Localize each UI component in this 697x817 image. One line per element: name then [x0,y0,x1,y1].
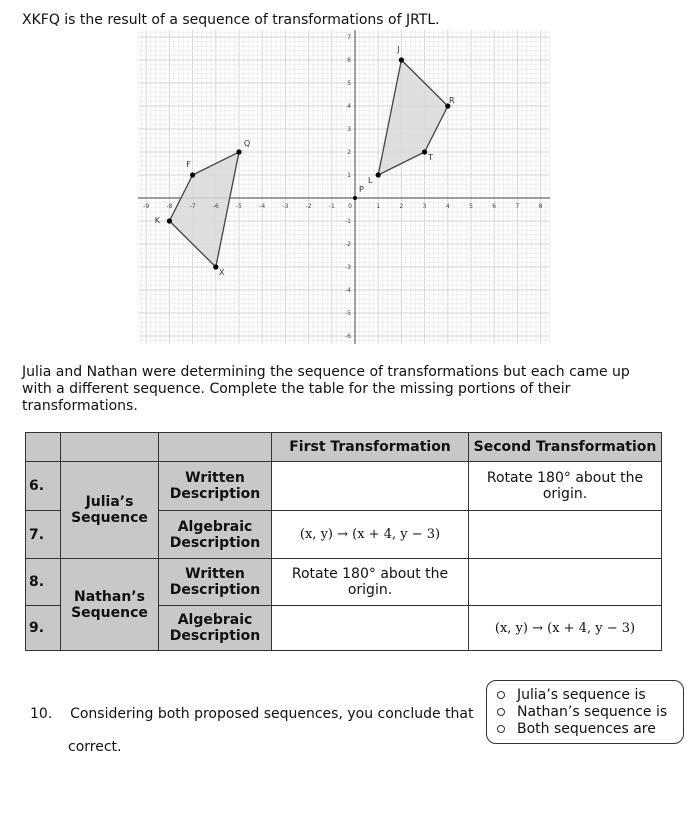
cell-6-second: Rotate 180° about the origin. [469,462,662,511]
row-number: 6. [26,462,61,511]
x-tick-label: -7 [189,203,196,210]
option-nathan[interactable] [487,703,683,720]
y-tick-label: -1 [345,218,351,225]
y-tick-label: 6 [347,57,351,64]
coordinate-graph [138,30,550,344]
vertex-label: X [219,268,225,277]
y-tick-label: -6 [345,333,351,340]
y-tick-label: -2 [345,241,351,248]
vertex-J [399,57,404,62]
question-number: 10. [30,706,53,722]
header-first: First Transformation [272,433,469,462]
answer-cell-9-first[interactable] [272,606,469,651]
vertex-F [190,172,195,177]
radio-icon[interactable] [497,708,505,716]
y-tick-label: 1 [347,172,351,179]
x-tick-label: 3 [422,203,427,210]
origin-point [353,196,357,200]
vertex-X [213,264,218,269]
y-tick-label: 7 [347,34,351,41]
x-tick-label: -9 [143,203,150,210]
answer-choice-box [486,680,684,744]
vertex-K [167,218,172,223]
x-tick-label: 4 [445,203,450,210]
row-type: Written Description [159,462,272,511]
group-julia: Julia’s Sequence [61,462,159,559]
table-row [26,462,662,511]
x-tick-label: 1 [376,203,381,210]
origin-label: P [359,185,364,194]
x-tick-label: -3 [282,203,289,210]
intro-text: Julia and Nathan were determining the sequence of transformations but each came up with a different sequence. Complete the table for the missing portions of their transformations. [22,364,630,414]
option-both[interactable] [487,720,683,737]
table-row [26,559,662,606]
cell-9-second: (x, y) → (x + 4, y − 3) [469,606,662,651]
group-nathan: Nathan’s Sequence [61,559,159,651]
x-tick-label: -5 [236,203,242,210]
row-type: Algebraic Description [159,606,272,651]
header-second: Second Transformation [469,433,662,462]
y-tick-label: -4 [345,287,351,294]
x-tick-label: 0 [348,203,352,210]
x-tick-label: -6 [212,203,219,210]
vertex-label: R [449,96,455,105]
problem-title: XKFQ is the result of a sequence of transformations of JRTL. [22,12,440,28]
y-tick-label: 2 [347,149,351,156]
x-tick-label: 7 [515,203,520,210]
question-10 [30,706,474,722]
vertex-label: L [367,176,373,185]
x-tick-label: 6 [492,203,497,210]
vertex-label: T [428,153,434,162]
question-tail: correct. [68,739,122,755]
polygon-JRTL [378,60,448,175]
x-tick-label: -8 [166,203,173,210]
option-label: Both sequences are [517,720,656,737]
x-tick-label: 5 [469,203,473,210]
vertex-label: F [186,160,191,169]
radio-icon[interactable] [497,725,505,733]
cell-7-first: (x, y) → (x + 4, y − 3) [272,511,469,559]
row-number: 7. [26,511,61,559]
option-julia[interactable] [487,686,683,703]
answer-cell-8-second[interactable] [469,559,662,606]
header-blank [61,433,159,462]
y-tick-label: -5 [345,310,351,317]
option-label: Julia’s sequence is [517,686,646,703]
y-tick-label: -3 [345,264,351,271]
y-tick-label: 3 [347,126,351,133]
x-tick-label: -1 [328,203,335,210]
x-tick-label: 2 [399,203,404,210]
vertex-Q [236,149,241,154]
x-tick-label: -2 [305,203,312,210]
cell-8-first: Rotate 180° about the origin. [272,559,469,606]
option-label: Nathan’s sequence is [517,703,668,720]
answer-cell-6-first[interactable] [272,462,469,511]
vertex-label: K [154,216,161,225]
vertex-label: Q [243,139,251,148]
row-number: 9. [26,606,61,651]
x-tick-label: -4 [259,203,266,210]
row-type: Written Description [159,559,272,606]
header-blank [26,433,61,462]
vertex-label: J [397,45,400,54]
polygon-XKFQ [169,152,239,267]
transformations-table [25,432,662,651]
x-tick-label: 8 [538,203,543,210]
vertex-T [422,149,427,154]
answer-cell-7-second[interactable] [469,511,662,559]
question-text: Considering both proposed sequences, you conclude that [70,706,474,722]
radio-icon[interactable] [497,691,505,699]
vertex-L [376,172,381,177]
row-number: 8. [26,559,61,606]
y-tick-label: 4 [347,103,351,110]
row-type: Algebraic Description [159,511,272,559]
header-blank [159,433,272,462]
y-tick-label: 5 [347,80,351,87]
